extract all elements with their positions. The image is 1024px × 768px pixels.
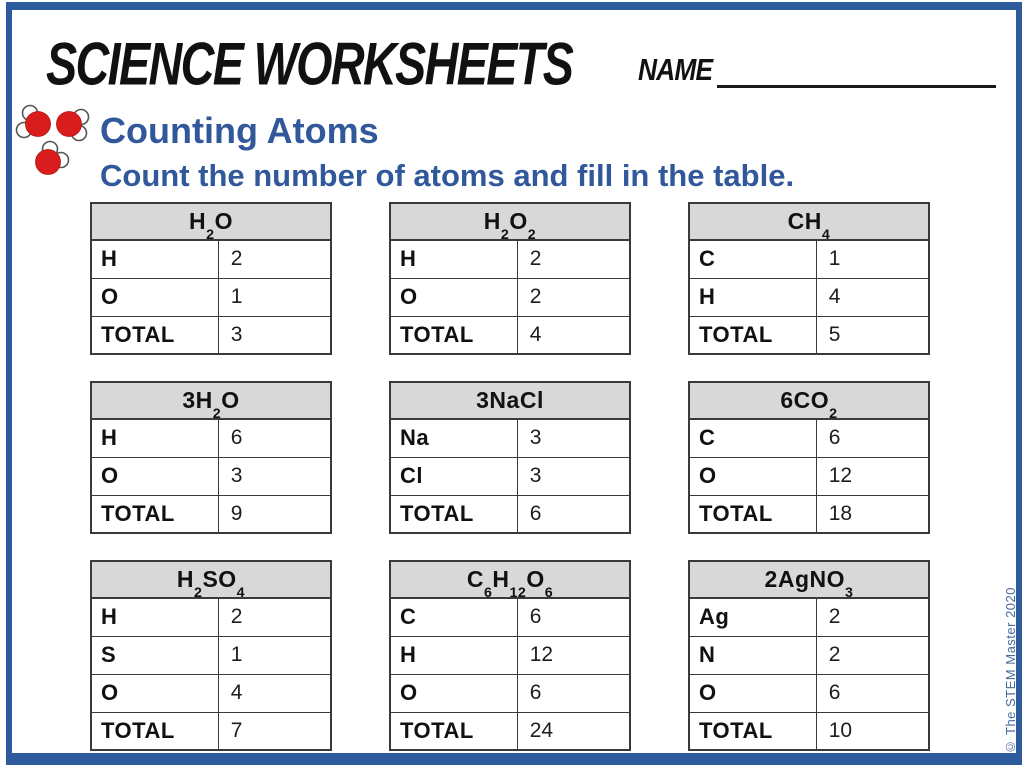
atom-count-cell[interactable]: 6: [517, 674, 630, 712]
total-count-cell[interactable]: 4: [517, 316, 630, 354]
element-row: [390, 674, 630, 712]
element-row: [689, 278, 929, 316]
name-fill-in-line[interactable]: [717, 54, 996, 88]
formula-header: $H_2O$: [91, 203, 331, 240]
total-count-cell[interactable]: 18: [816, 495, 929, 533]
element-row: [689, 240, 929, 278]
element-symbol: H: [390, 636, 517, 674]
atom-count-cell[interactable]: 6: [218, 419, 331, 457]
atom-count-cell[interactable]: 4: [218, 674, 331, 712]
element-symbol: O: [689, 457, 816, 495]
element-row: [689, 419, 929, 457]
element-row: [390, 419, 630, 457]
total-count-cell[interactable]: 24: [517, 712, 630, 750]
element-row: [689, 674, 929, 712]
name-block: [638, 52, 996, 88]
total-label: TOTAL: [390, 712, 517, 750]
element-row: [390, 240, 630, 278]
element-symbol: C: [390, 598, 517, 636]
atom-count-cell[interactable]: 12: [816, 457, 929, 495]
element-symbol: H: [91, 419, 218, 457]
element-symbol: O: [91, 674, 218, 712]
element-row: [689, 457, 929, 495]
atom-count-cell[interactable]: 1: [218, 278, 331, 316]
atom-count-table: [90, 381, 332, 534]
name-label: NAME: [638, 52, 713, 87]
total-count-cell[interactable]: 3: [218, 316, 331, 354]
formula-header: $H_2SO_4$: [91, 561, 331, 598]
atom-count-cell[interactable]: 6: [517, 598, 630, 636]
brand-title: SCIENCE WORKSHEETS: [46, 31, 573, 99]
element-symbol: O: [390, 674, 517, 712]
total-label: TOTAL: [91, 495, 218, 533]
total-row: [689, 495, 929, 533]
element-symbol: O: [91, 457, 218, 495]
element-row: [91, 457, 331, 495]
atom-count-table: [90, 560, 332, 751]
total-row: [91, 495, 331, 533]
total-count-cell[interactable]: 5: [816, 316, 929, 354]
atom-count-cell[interactable]: 4: [816, 278, 929, 316]
total-label: TOTAL: [390, 495, 517, 533]
element-row: [689, 636, 929, 674]
formula-header: $H_2O_2$: [390, 203, 630, 240]
atom-count-cell[interactable]: 6: [816, 419, 929, 457]
total-row: [390, 316, 630, 354]
total-label: TOTAL: [689, 712, 816, 750]
atom-count-table: [688, 560, 930, 751]
total-row: [689, 316, 929, 354]
tables-grid: [90, 202, 930, 751]
element-symbol: H: [689, 278, 816, 316]
element-row: [390, 278, 630, 316]
worksheet-title: Counting Atoms: [100, 110, 379, 151]
element-row: [91, 674, 331, 712]
total-count-cell[interactable]: 6: [517, 495, 630, 533]
atom-count-table: [688, 202, 930, 355]
element-symbol: C: [689, 240, 816, 278]
atom-count-cell[interactable]: 3: [517, 457, 630, 495]
element-row: [91, 419, 331, 457]
atom-count-table: [389, 560, 631, 751]
element-symbol: O: [689, 674, 816, 712]
element-symbol: H: [91, 240, 218, 278]
copyright-text: © The STEM Master 2020: [1003, 586, 1018, 754]
element-row: [689, 598, 929, 636]
element-row: [390, 636, 630, 674]
formula-header: 2AgNO$_3$: [689, 561, 929, 598]
total-count-cell[interactable]: 7: [218, 712, 331, 750]
total-row: [689, 712, 929, 750]
element-symbol: Na: [390, 419, 517, 457]
water-molecules-icon: [14, 102, 106, 194]
total-label: TOTAL: [91, 712, 218, 750]
formula-header: $CH_4$: [689, 203, 929, 240]
atom-count-cell[interactable]: 2: [816, 598, 929, 636]
atom-count-cell[interactable]: 1: [218, 636, 331, 674]
total-count-cell[interactable]: 9: [218, 495, 331, 533]
element-symbol: N: [689, 636, 816, 674]
element-row: [91, 240, 331, 278]
atom-count-table: [90, 202, 332, 355]
atom-count-cell[interactable]: 6: [816, 674, 929, 712]
atom-count-cell[interactable]: 2: [517, 240, 630, 278]
formula-header: $3H_2O$: [91, 382, 331, 419]
atom-count-cell[interactable]: 3: [218, 457, 331, 495]
total-count-cell[interactable]: 10: [816, 712, 929, 750]
element-row: [91, 636, 331, 674]
element-symbol: S: [91, 636, 218, 674]
total-row: [390, 712, 630, 750]
element-symbol: H: [91, 598, 218, 636]
total-label: TOTAL: [689, 495, 816, 533]
atom-count-cell[interactable]: 1: [816, 240, 929, 278]
element-symbol: C: [689, 419, 816, 457]
atom-count-table: [389, 381, 631, 534]
element-row: [91, 598, 331, 636]
atom-count-cell[interactable]: 2: [218, 598, 331, 636]
worksheet-instructions: Count the number of atoms and fill in the table.: [100, 158, 795, 193]
atom-count-cell[interactable]: 3: [517, 419, 630, 457]
element-symbol: Cl: [390, 457, 517, 495]
element-row: [91, 278, 331, 316]
element-row: [390, 457, 630, 495]
total-row: [390, 495, 630, 533]
formula-header: $6CO_2$: [689, 382, 929, 419]
atom-count-cell[interactable]: 12: [517, 636, 630, 674]
element-row: [390, 598, 630, 636]
atom-count-table: [389, 202, 631, 355]
atom-count-cell[interactable]: 2: [517, 278, 630, 316]
formula-header: 3NaCl: [390, 382, 630, 419]
atom-count-table: [688, 381, 930, 534]
element-symbol: O: [390, 278, 517, 316]
total-label: TOTAL: [91, 316, 218, 354]
total-row: [91, 712, 331, 750]
total-label: TOTAL: [390, 316, 517, 354]
total-row: [91, 316, 331, 354]
atom-count-cell[interactable]: 2: [816, 636, 929, 674]
element-symbol: O: [91, 278, 218, 316]
atom-count-cell[interactable]: 2: [218, 240, 331, 278]
total-label: TOTAL: [689, 316, 816, 354]
element-symbol: H: [390, 240, 517, 278]
element-symbol: Ag: [689, 598, 816, 636]
formula-header: $C_6H_{12}O_6$: [390, 561, 630, 598]
